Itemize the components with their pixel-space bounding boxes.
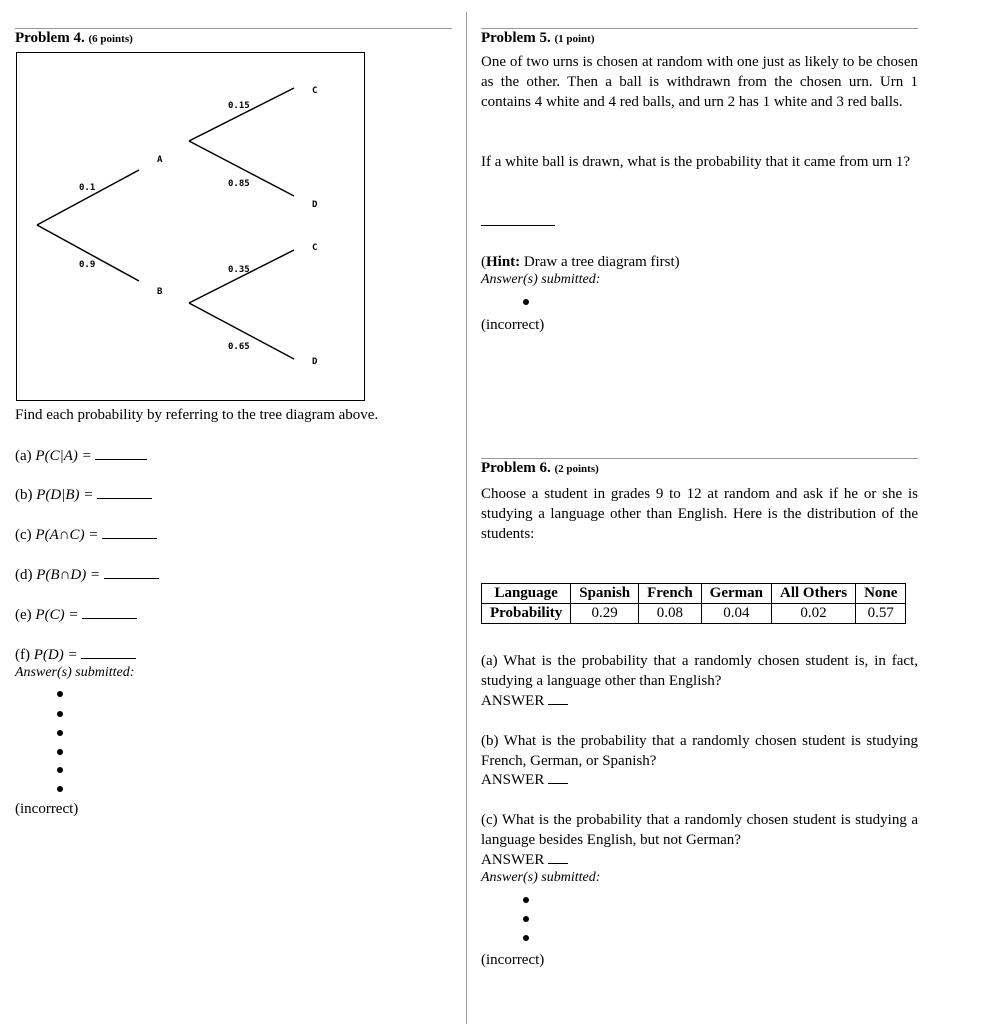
answer-bullet [523,299,529,305]
question-expr: P(B∩D) = [36,567,101,583]
table-cell: 0.04 [701,604,771,624]
answer-blank-d[interactable] [104,578,159,579]
problem-6-question-b: (b) What is the probability that a randomly chosen student is studying French, German, or Spanish? [481,733,918,769]
problem-5-status: (incorrect) [481,317,545,333]
distribution-table [481,583,906,624]
table-cell: German [701,584,771,604]
problem-4-points: (6 points) [88,33,133,45]
answer-bullet [57,711,63,717]
prob-b-label: 0.9 [79,260,96,270]
prob-a-label: 0.1 [79,183,96,193]
problem-5-answer-blank[interactable] [481,210,555,226]
question-expr: P(C) = [35,607,79,623]
answer-bullet [57,749,63,755]
question-label: (e) [15,607,32,623]
table-cell: None [856,584,906,604]
edge-b-c [189,250,294,303]
problem-4-rule [15,28,452,29]
tree-diagram [16,52,365,401]
answer-blank-f[interactable] [81,658,136,659]
answer-bullet [523,916,529,922]
problem-4-status: (incorrect) [15,801,79,817]
question-d [15,565,159,585]
problem-5-title: Problem 5. [481,30,551,46]
prob-bc-label: 0.35 [228,265,250,275]
answer-bullet [57,730,63,736]
problem-6-answers-label: Answer(s) submitted: [481,870,601,885]
answer-blank-c[interactable] [102,538,157,539]
answer-bullet [57,691,63,697]
question-expr: P(A∩C) = [35,527,99,543]
column-divider [466,12,467,1024]
answer-row-b [481,770,568,790]
question-label: (d) [15,567,33,583]
problem-6-rule [481,458,918,459]
question-expr: P(D|B) = [36,487,94,503]
problem-5-points: (1 point) [554,33,595,45]
answer-row-c [481,850,568,870]
node-a-label: A [157,155,163,165]
question-label: (b) [15,487,33,503]
table-row [482,604,906,624]
problem-6-intro: Choose a student in grades 9 to 12 at random and ask if he or she is studying a language other than English. Here is the distribution of the students: [481,486,918,542]
table-cell: 0.29 [571,604,639,624]
answer-blank-6b[interactable] [548,783,568,784]
answer-bullet [523,897,529,903]
tree-diagram-svg [17,53,364,400]
node-bd-label: D [312,357,318,367]
table-cell: 0.57 [856,604,906,624]
hint-bold: Hint: [486,254,521,270]
node-b-label: B [157,287,163,297]
problem-4-instruction: Find each probability by referring to the tree diagram above. [15,407,379,423]
question-a [15,446,147,466]
answer-label: ANSWER [481,772,545,788]
problem-5-hint [481,252,680,272]
answer-bullet [57,767,63,773]
question-label: (c) [15,527,32,543]
table-cell: Language [482,584,571,604]
answer-blank-6c[interactable] [548,863,568,864]
answer-bullet [57,786,63,792]
problem-6-title: Problem 6. [481,460,551,476]
question-b [15,485,152,505]
answer-bullet [523,935,529,941]
question-c [15,525,157,545]
problem-6-question-a: (a) What is the probability that a randomly chosen student is, in fact, studying a language other than English? [481,653,918,689]
question-f [15,645,136,665]
problem-4-answers-label: Answer(s) submitted: [15,665,135,680]
answer-blank-a[interactable] [95,459,147,460]
hint-text: Draw a tree diagram first) [523,254,680,270]
answer-row-a [481,691,568,711]
node-ad-label: D [312,200,318,210]
table-row [482,584,906,604]
problem-5-rule [481,28,918,29]
question-label: (f) [15,647,30,663]
problem-6-heading [481,460,599,477]
edge-root-a [37,170,139,225]
problem-5-question: If a white ball is drawn, what is the probability that it came from urn 1? [481,154,911,170]
problem-6-points: (2 points) [554,463,599,475]
table-cell: 0.02 [772,604,856,624]
prob-ac-label: 0.15 [228,101,250,111]
question-e [15,605,137,625]
prob-ad-label: 0.85 [228,179,250,189]
problem-5-text: One of two urns is chosen at random with one just as likely to be chosen as the other. Then a ball is withdrawn from the chosen urn. Urn 1 contains 4 white and 4 red balls, and urn 2 has 1 white and 3 red balls. [481,54,918,110]
answer-label: ANSWER [481,693,545,709]
question-label: (a) [15,448,32,464]
answer-blank-e[interactable] [82,618,137,619]
question-expr: P(D) = [33,647,78,663]
table-cell: Spanish [571,584,639,604]
problem-4-title: Problem 4. [15,30,85,46]
problem-4-heading [15,30,133,47]
table-cell: French [639,584,702,604]
edge-a-c [189,88,294,141]
problem-6-question-c: (c) What is the probability that a randomly chosen student is studying a language besides English, but not German? [481,812,918,848]
node-bc-label: C [312,243,318,253]
answer-label: ANSWER [481,852,545,868]
table-cell: All Others [772,584,856,604]
hint-open: ( [481,254,486,270]
table-cell: 0.08 [639,604,702,624]
node-ac-label: C [312,86,318,96]
question-expr: P(C|A) = [35,448,92,464]
table-cell: Probability [482,604,571,624]
edge-root-b [37,225,139,281]
problem-5-answers-label: Answer(s) submitted: [481,272,601,287]
problem-5-heading [481,30,595,47]
problem-6-status: (incorrect) [481,952,545,968]
answer-blank-6a[interactable] [548,704,568,705]
answer-blank-b[interactable] [97,498,152,499]
prob-bd-label: 0.65 [228,342,250,352]
